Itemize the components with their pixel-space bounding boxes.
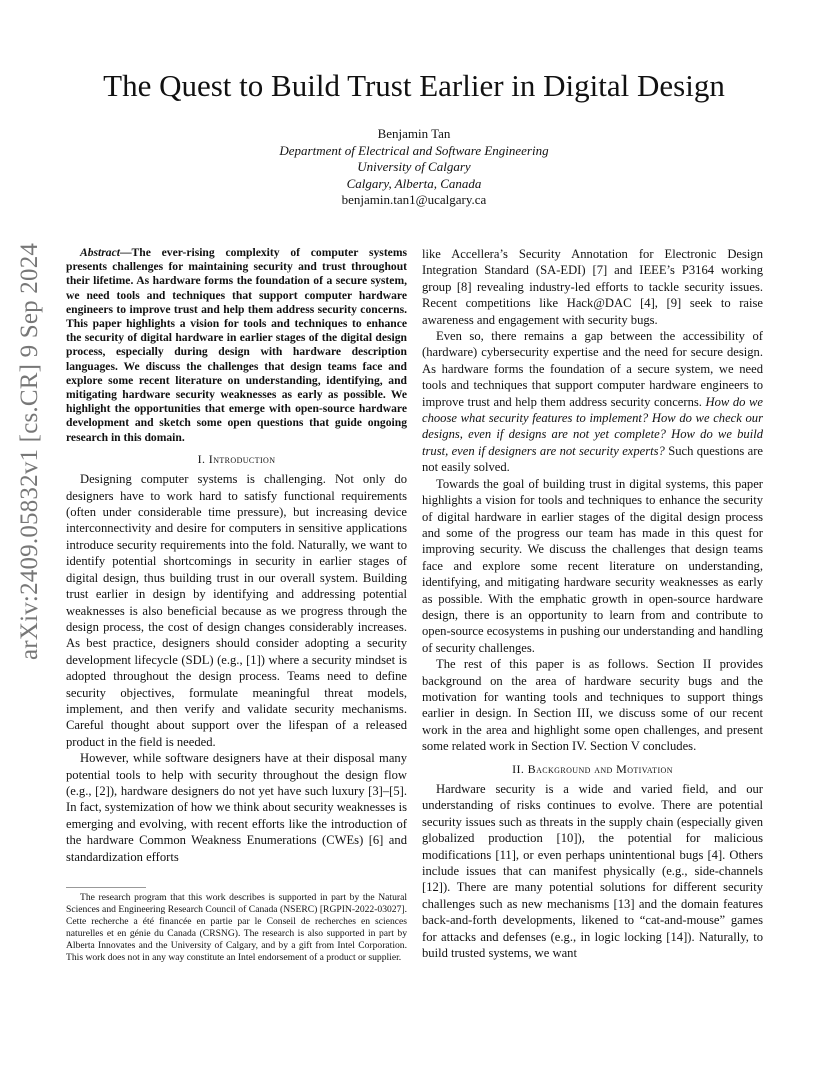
intro-paragraph-4 [422, 328, 763, 476]
section-heading-background: II. Background and Motivation [512, 761, 673, 776]
right-column [422, 246, 763, 961]
author-block [160, 126, 668, 209]
author-department: Department of Electrical and Software Engineering [279, 142, 549, 158]
abstract-text: The ever-rising complexity of computer systems presents challenges for maintaining security and trust throughout their lifetime. As hardware forms the foundation of a secure system, we need tools and techniques that support computer hardware engineers to improve trust and help them address security concerns. This paper highlights a vision for tools and techniques to enhance the security of digital hardware in earlier stages of the digital design process, especially during design with hardware description languages. We discuss the challenges that design teams face and explore some recent literature on understanding, identifying, and mitigating hardware security weaknesses as early as possible. We highlight the opportunities that emerge with open-source hardware development and sketch some open questions that guide ongoing research in this domain. [66, 246, 407, 444]
author-university: University of Calgary [357, 159, 471, 174]
arxiv-identifier: arXiv:2409.05832v1 [cs.CR] 9 Sep 2024 [16, 242, 43, 660]
research-questions: How do we choose what security features to implement? How do we check our designs, even if designs are not yet complete? How do we build trust, even if designers are not security experts? [422, 394, 763, 458]
paper-title: The Quest to Build Trust Earlier in Digital Design [103, 68, 725, 103]
footnote-divider [66, 887, 146, 888]
author-name: Benjamin Tan [377, 126, 451, 141]
intro-paragraph-6: The rest of this paper is as follows. Section II provides background on the area of hardware security bugs and the motivation for wanting tools and techniques to support things earlier in design. In Section III, we discuss some of our recent work in the area and highlight some open challenges, and present some related work in Section IV. Section V concludes. [422, 657, 763, 754]
funding-footnote: The research program that this work describes is supported in part by the Natural Sciences and Engineering Research Council of Canada (NSERC) [RGPIN-2022-03027]. Cette recherche a été financée en partie par le Conseil de recherches en sciences naturelles et en génie du Canada (CRSNG). The research is also supported in part by Alberta Innovates and the University of Calgary, and by a gift from Intel Corporation. This work does not in any way constitute an Intel endorsement of a product or supplier. [66, 892, 407, 963]
left-column [66, 246, 407, 964]
intro-paragraph-4-end: Such questions are not easily solved. [422, 443, 763, 475]
intro-paragraph-5: Towards the goal of building trust in digital systems, this paper highlights a vision for tools and techniques to enhance the security of digital hardware in earlier stages of the digital design process and some of the progress our team has made in this quest for improving security. We discuss the challenges that design teams face and explore some recent literature on understanding, identifying, and mitigating hardware security weaknesses as early as possible. With the emphatic growth in open-source hardware design, there is an opportunity to learn from and contribute to open-source ecosystems in pushing our understanding and handling of security challenges. [422, 476, 764, 655]
section-heading-introduction: I. Introduction [197, 451, 276, 466]
background-paragraph-1: Hardware security is a wide and varied field, and our understanding of risks continues to evolve. There are potential security issues such as threats in the supply chain (especially given globalized production [10]), the potential for malicious modifications [11], or even perhaps unintentional bugs [4]. Others include issues that can manifest physically (e.g., side-channels [12]). There are many potential solutions for different security challenges such as new mechanisms [13] and the domain features back-and-forth developments, likened to “cat-and-mouse” games for attacks and defenses (e.g., in logic locking [14]). Naturally, to build trusted systems, we want [422, 782, 763, 961]
intro-paragraph-1: Designing computer systems is challenging. Not only do designers have to work hard to satisfy functional requirements (often under considerable time pressure), but increasing device interconnectivity and desire for computers in sensitive applications introduce security requirements into the fold. Naturally, we want to identify potential shortcomings in security in earlier stages of digital design, thus building trust in our overall system. Building trust earlier in design by identifying and addressing potential weaknesses is also beneficial because as we progress through the design process, the cost of design changes considerably increases. As best practice, designers should consider adopting a security development lifecycle (SDL) (e.g., [1]) where a security mindset is adopted throughout the design process. Teams need to define security objectives, formulate meaningful threat models, implement, and then verify and validate security mechanisms. Careful thought about support over the lifespan of a released product in the field is needed. [66, 472, 407, 749]
author-email: benjamin.tan1@ucalgary.ca [341, 192, 487, 207]
intro-paragraph-3: like Accellera’s Security Annotation for Electronic Design Integration Standard (SA-EDI) [7] and IEEE’s P3164 working group [8] revealing industry-led efforts to tackle security issues. Recent competitions like Hack@DAC [4], [9] seek to raise awareness and engagement with security bugs. [422, 247, 763, 327]
abstract: Abstract—The ever-rising complexity of computer systems presents challenges for maintaining security and trust throughout their lifetime. As hardware forms the foundation of a secure system, we need tools and techniques that support computer hardware engineers to improve trust and help them address security concerns. This paper highlights a vision for tools and techniques to enhance the security of digital hardware in earlier stages of the digital design process, especially during design with hardware description languages. We discuss the challenges that design teams face and explore some recent literature on understanding, identifying, and mitigating hardware security weaknesses as early as possible. We highlight the opportunities that emerge with open-source hardware development and sketch some open questions that guide ongoing research in this domain. [66, 246, 407, 444]
intro-paragraph-2: However, while software designers have at their disposal many potential tools to help with security throughout the design flow (e.g., [2]), hardware designers do not yet have such luxury [3]–[5]. In fact, systemization of how we think about security weaknesses is emerging and evolving, with recent efforts like the introduction of the hardware Common Weakness Enumerations (CWEs) [6] and standardization efforts [66, 751, 407, 864]
abstract-label: Abstract [80, 246, 120, 259]
author-location: Calgary, Alberta, Canada [346, 175, 482, 191]
intro-paragraph-4-start: Even so, there remains a gap between the accessibility of (hardware) cybersecurity expertise and the need for secure design. As hardware forms the foundation of a secure system, we need tools and techniques that support computer hardware engineers to improve trust and help them address security concerns. [422, 329, 763, 409]
